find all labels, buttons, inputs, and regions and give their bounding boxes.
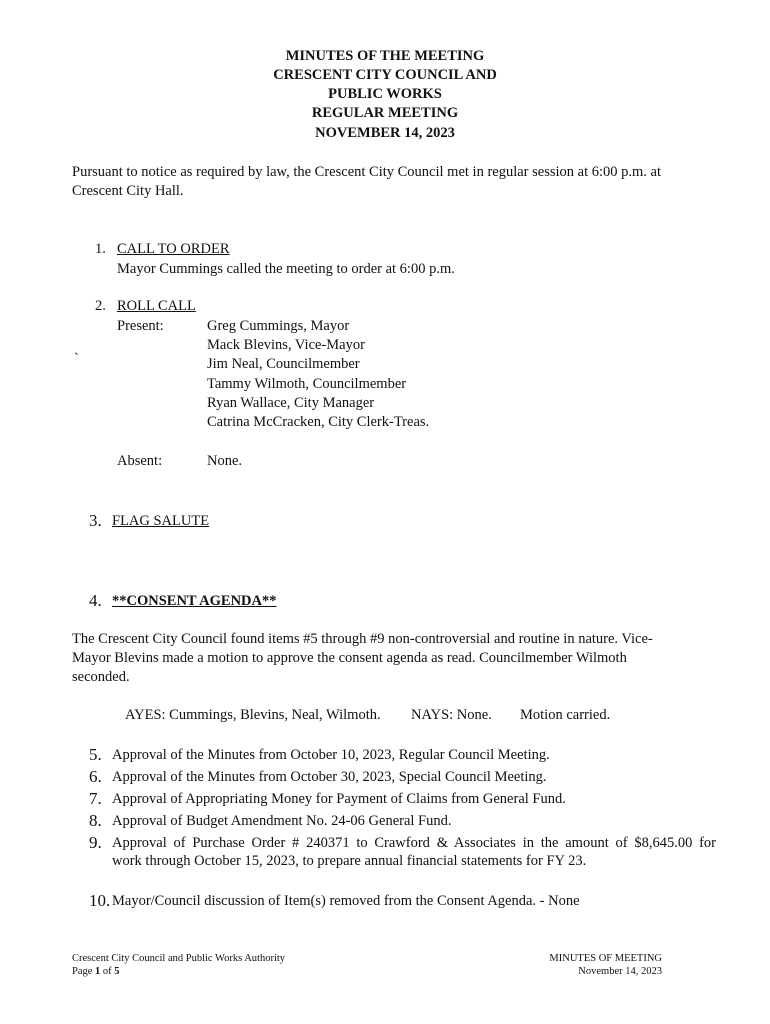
absent-label: Absent: [117, 453, 163, 469]
footer-left-line-1: Crescent City Council and Public Works Authority [72, 953, 286, 964]
intro-line-1: Pursuant to notice as required by law, the Crescent City Council met in regular session at 6:00 p.m. at [72, 164, 662, 180]
item-2-heading: ROLL CALL [117, 298, 196, 314]
consent-item-number: 8. [89, 811, 102, 830]
footer-page-prefix: Page [72, 966, 96, 977]
footer-page-number [72, 965, 120, 978]
consent-item-text: Approval of Appropriating Money for Payment of Claims from General Fund. [112, 791, 566, 807]
present-name-3: Jim Neal, Councilmember [207, 356, 360, 372]
consent-para-line-2: Mayor Blevins made a motion to approve the consent agenda as read. Councilmember Wilmoth [72, 650, 627, 666]
consent-item-text: Approval of Budget Amendment No. 24-06 General Fund. [112, 813, 452, 829]
present-name-1: Greg Cummings, Mayor [207, 318, 350, 334]
consent-item-text: Mayor/Council discussion of Item(s) removed from the Consent Agenda. - None [112, 893, 580, 909]
vote-result: Motion carried. [520, 707, 611, 723]
footer-page-current: 1 [95, 966, 101, 977]
consent-item-text: Approval of Purchase Order # 240371 to Crawford & Associates in the amount of $8,645.00 for [112, 835, 716, 851]
footer-page-of: of [100, 966, 115, 977]
absent-value: None. [207, 453, 243, 469]
intro-line-2: Crescent City Hall. [72, 183, 184, 199]
vote-ayes: AYES: Cummings, Blevins, Neal, Wilmoth. [125, 707, 381, 723]
footer-page-total: 5 [114, 966, 120, 977]
item-1-heading: CALL TO ORDER [117, 241, 230, 257]
consent-item-text: Approval of the Minutes from October 10, 2023, Regular Council Meeting. [112, 747, 550, 763]
vote-nays: NAYS: None. [411, 707, 492, 723]
stray-mark: ` [74, 351, 79, 367]
footer-right-line-2: November 14, 2023 [578, 966, 662, 977]
consent-item-number: 6. [89, 767, 102, 786]
item-1-text: Mayor Cummings called the meeting to order at 6:00 p.m. [117, 261, 455, 277]
item-2-number: 2. [95, 298, 106, 314]
present-label: Present: [117, 318, 164, 334]
consent-item-number: 7. [89, 789, 102, 808]
title-line-3: PUBLIC WORKS [328, 86, 442, 102]
present-name-4: Tammy Wilmoth, Councilmember [207, 376, 407, 392]
consent-item-number: 5. [89, 745, 102, 764]
consent-para-line-3: seconded. [72, 669, 130, 685]
footer-right-line-1: MINUTES OF MEETING [549, 953, 662, 964]
consent-item-number: 10. [89, 891, 111, 910]
present-name-6: Catrina McCracken, City Clerk-Treas. [207, 414, 430, 430]
item-4-number: 4. [89, 591, 102, 610]
title-line-1: MINUTES OF THE MEETING [285, 48, 485, 64]
item-4-heading: **CONSENT AGENDA** [112, 593, 277, 609]
consent-item-number: 9. [89, 833, 102, 852]
consent-item-text: Approval of the Minutes from October 30, 2023, Special Council Meeting. [112, 769, 547, 785]
item-3-heading: FLAG SALUTE [112, 513, 210, 529]
present-name-5: Ryan Wallace, City Manager [207, 395, 375, 411]
title-line-4: REGULAR MEETING [311, 105, 459, 121]
consent-para-line-1: The Crescent City Council found items #5 through #9 non-controversial and routine in nature. Vice- [72, 631, 653, 647]
title-line-5: NOVEMBER 14, 2023 [315, 125, 455, 141]
item-3-number: 3. [89, 511, 102, 530]
item-1-number: 1. [95, 241, 106, 257]
consent-item-text-continued: work through October 15, 2023, to prepare annual financial statements for FY 23. [112, 853, 587, 869]
title-line-2: CRESCENT CITY COUNCIL AND [273, 67, 497, 83]
present-name-2: Mack Blevins, Vice-Mayor [207, 337, 365, 353]
